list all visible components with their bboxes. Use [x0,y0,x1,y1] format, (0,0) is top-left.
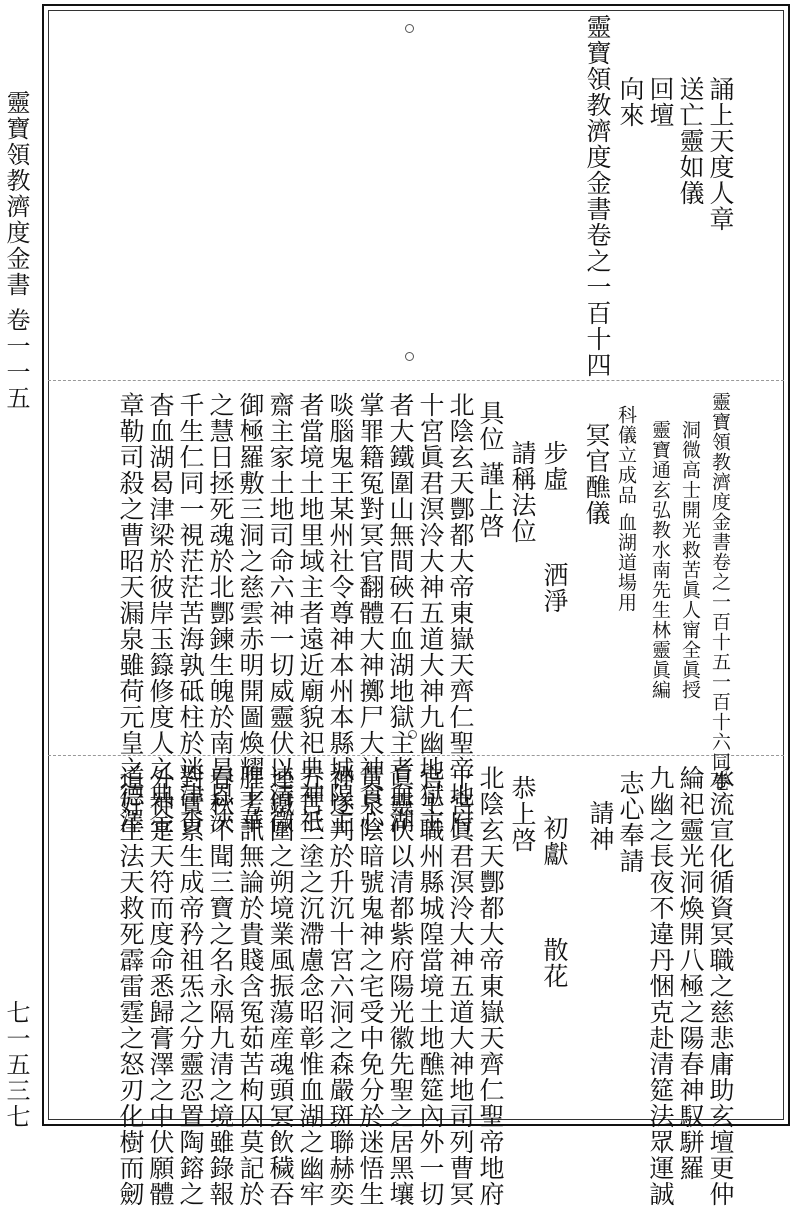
text-column: 綸祀靈光洞煥開八極之陽春神馭駢羅 [676,765,705,1181]
text-column: 者當境土地里域主者遠近廟貌祀典神祇 [296,392,325,834]
text-column: 者大鐵圍山無間硤石血湖地獄主者血湖 [386,392,415,834]
text-column: 十宮眞君溟泠大神五道大神九幽地獄主 [416,392,445,834]
text-column: 九幽之長夜不違丹悃克赴清筵法眾運誠 [646,765,675,1207]
author-line: 靈寶通玄弘教水南先生林靈眞編 [649,420,671,700]
text-column: 請神 [586,800,615,852]
binding-mark [405,352,414,361]
text-column: 連鐵圍之朔境業風振蕩産魂頭冥飲穢吞 [266,765,295,1207]
text-column: 黃泉陰暗號鬼神之宅受中免分於迷悟生 [356,765,385,1207]
text-column: 北陰玄天酆都大帝東嶽天齊仁聖帝地府 [446,392,475,834]
text-column: 神遂判於升沉十宮六洞之森嚴斑聯赫奕 [326,765,355,1207]
text-column: 春秋不聞三寶之名永隔九清之境雖錄報 [206,765,235,1207]
text-column: 章勒司殺之曹昭天漏泉雖荷元皇之德澤 [116,392,145,834]
text-column: 十宮眞君溟泠大神五道大神地司列曹冥 [446,765,475,1207]
text-column: 五苦三塗之沉滯慮念昭彰惟血湖之幽牢 [296,765,325,1207]
text-column: 送亡靈如儀 [676,76,705,206]
text-column: 回壇 [646,76,675,128]
binding-mark [405,24,414,33]
volume-heading: 靈寶領教濟度金書卷之一百十五一百十六同卷 [709,392,731,792]
text-column: 掌罪籍冤對冥官翻體大神擲尸大神食心 [356,392,385,834]
text-column: 對實累生成帝矜祖炁之分靈忍置陶鎔之 [176,765,205,1207]
text-column: 道好生法天救死霹雷霆之怒刃化樹而劒 [116,765,145,1207]
text-column: 志心奉請 [616,770,645,874]
text-column: 步虛 洒淨 [540,440,569,614]
margin-page-number: 七一五三七 [2,1000,30,1130]
ritual-title: 冥官醮儀 [582,422,611,526]
text-column: 杳血湖曷津梁於彼岸玉籙修度人之典金 [146,392,175,834]
text-column: 承流宣化循資冥職之慈悲庸助玄壇更仲 [706,765,735,1207]
margin-book-title: 靈寶領教濟度金書 卷一一五 [2,90,30,412]
text-column: 御極羅敷三洞之慈雲赤明開圖煥耀十華 [236,392,265,834]
text-column: 腥考訊無論於貴賤含冤茹苦枸囚莫記於 [236,765,265,1207]
text-column: 千生仁同一視茫茫苦海孰砥柱於迷津沓 [176,392,205,834]
text-column: 之慧日拯死魂於北酆鍊生魄於南昌恩浹 [206,392,235,834]
text-column: 請稱法位 [508,440,537,544]
author-line: 洞微高士開光救苦眞人甯全眞授 [679,420,701,700]
text-column: 誦上天度人章 [706,76,735,232]
text-column: 向來 [616,76,645,128]
text-column: 啖腦鬼王某州社令尊神本州本縣城隍主 [326,392,355,834]
text-column: 具位 謹上啓 [476,400,505,539]
text-column: 官主職州縣城隍當境土地醮筵內外一切 [416,765,445,1207]
text-column: 齋主家土地司命六神一切威靈伏以清微 [266,392,295,834]
volume-title: 靈寶領教濟度金書卷之一百十四 [583,14,612,378]
section-heading: 科儀立成品 血湖道場用 [615,405,637,613]
text-column: 外神寔天符而度命悉歸膏澤之中伏願體 [146,765,175,1207]
text-column: 北陰玄天酆都大帝東嶽天齊仁聖帝地府 [476,765,505,1207]
text-column: 眞靈伏以清都紫府陽光徽先聖之居黑壤 [386,765,415,1207]
text-column: 恭上啓 [508,775,537,853]
panel-divider-1 [48,380,784,381]
text-column: 初獻 散花 [540,815,569,989]
